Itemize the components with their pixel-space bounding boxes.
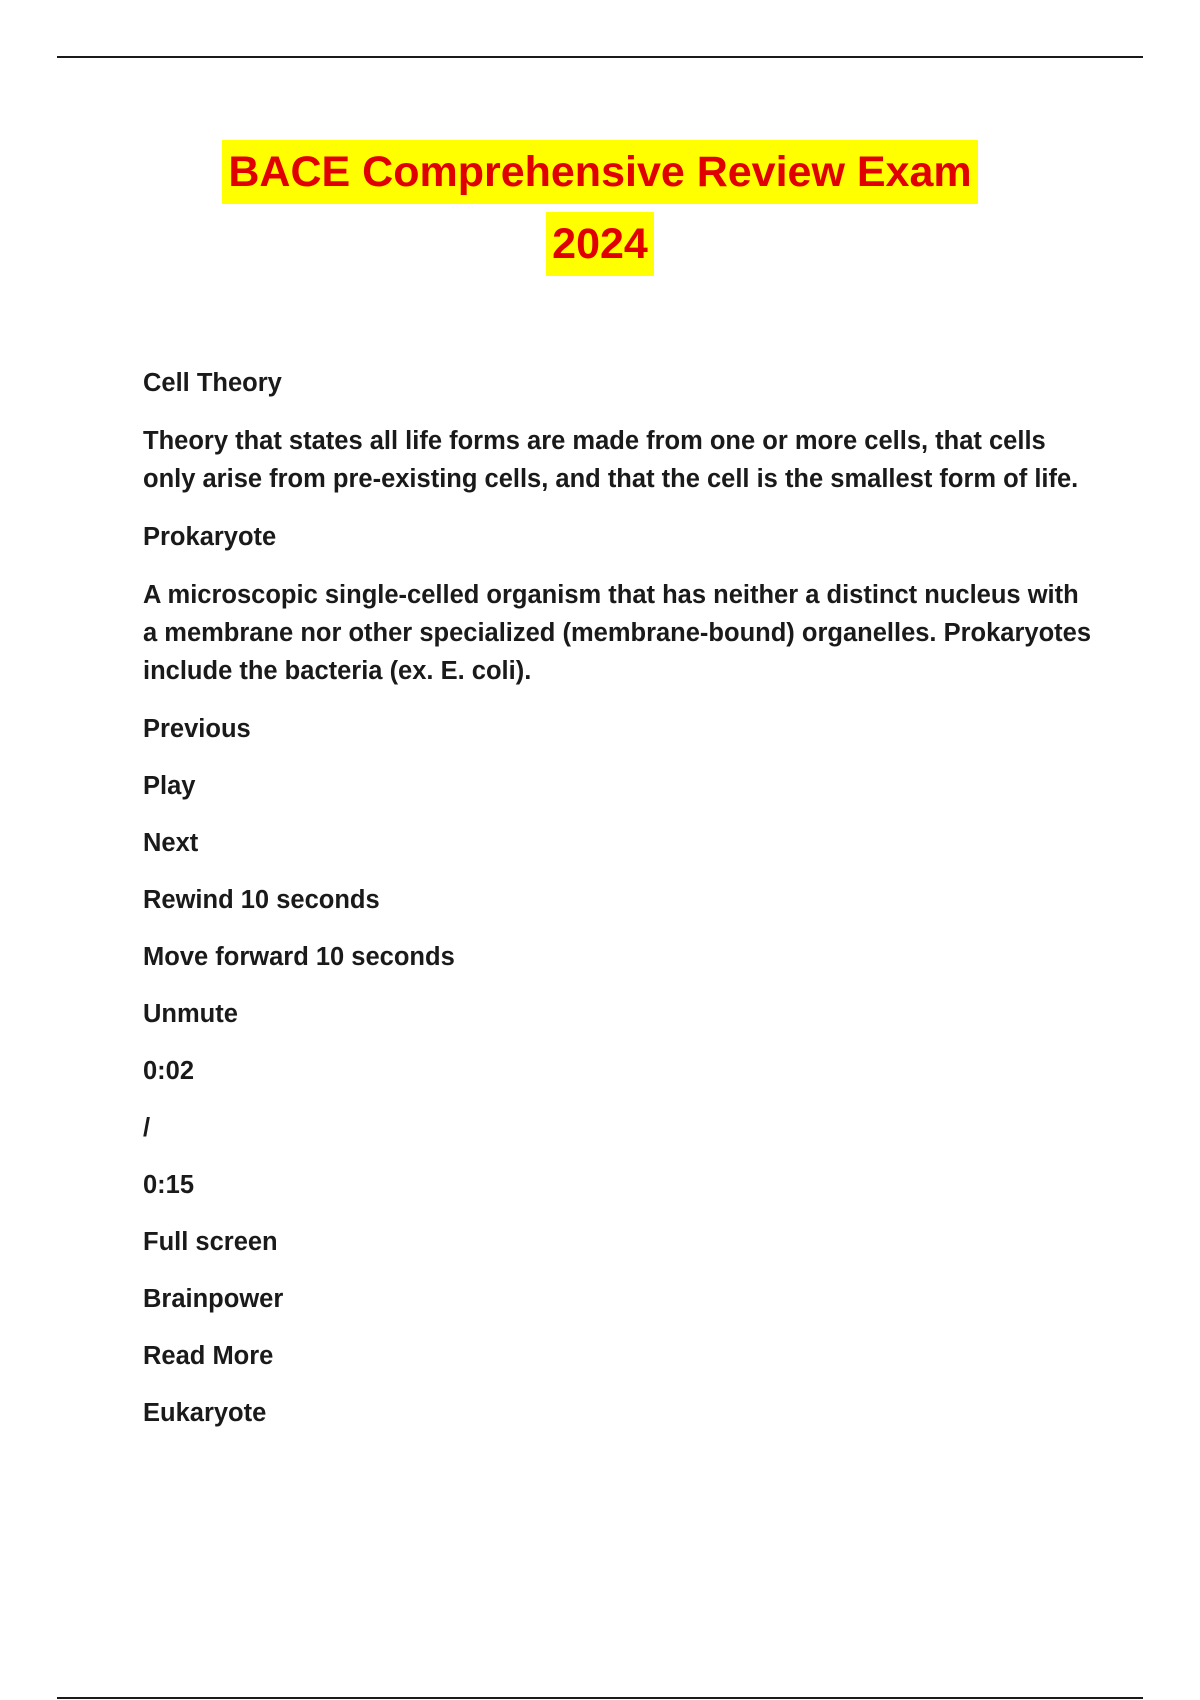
document-title [0,140,1200,276]
next-button[interactable]: Next [143,829,199,857]
brand-label[interactable]: Brainpower [143,1285,284,1313]
term-cell-theory: Cell Theory [143,369,282,397]
read-more-link[interactable]: Read More [143,1342,274,1370]
fullscreen-button[interactable]: Full screen [143,1228,278,1256]
definition-cell-theory: Theory that states all life forms are made from one or more cells, that cells only arise from pre-existing cells, and that the cell is the smallest form of life. [143,427,1079,493]
rewind-button[interactable]: Rewind 10 seconds [143,886,380,914]
document-body [143,364,1093,1432]
duration: 0:15 [143,1171,195,1199]
previous-button[interactable]: Previous [143,715,251,743]
bottom-rule [57,1697,1143,1699]
unmute-button[interactable]: Unmute [143,1000,238,1028]
title-line-2: 2024 [546,212,654,276]
play-button[interactable]: Play [143,772,196,800]
title-line-1: BACE Comprehensive Review Exam [222,140,977,204]
term-prokaryote: Prokaryote [143,523,277,551]
current-time: 0:02 [143,1057,195,1085]
term-eukaryote: Eukaryote [143,1399,267,1427]
top-rule [57,56,1143,58]
definition-prokaryote: A microscopic single-celled organism that has neither a distinct nucleus with a membrane nor other specialized (membrane-bound) organelles. Prokaryotes include the bacteria (ex. E. coli). [143,581,1092,685]
forward-button[interactable]: Move forward 10 seconds [143,943,455,971]
time-separator: / [143,1114,151,1142]
